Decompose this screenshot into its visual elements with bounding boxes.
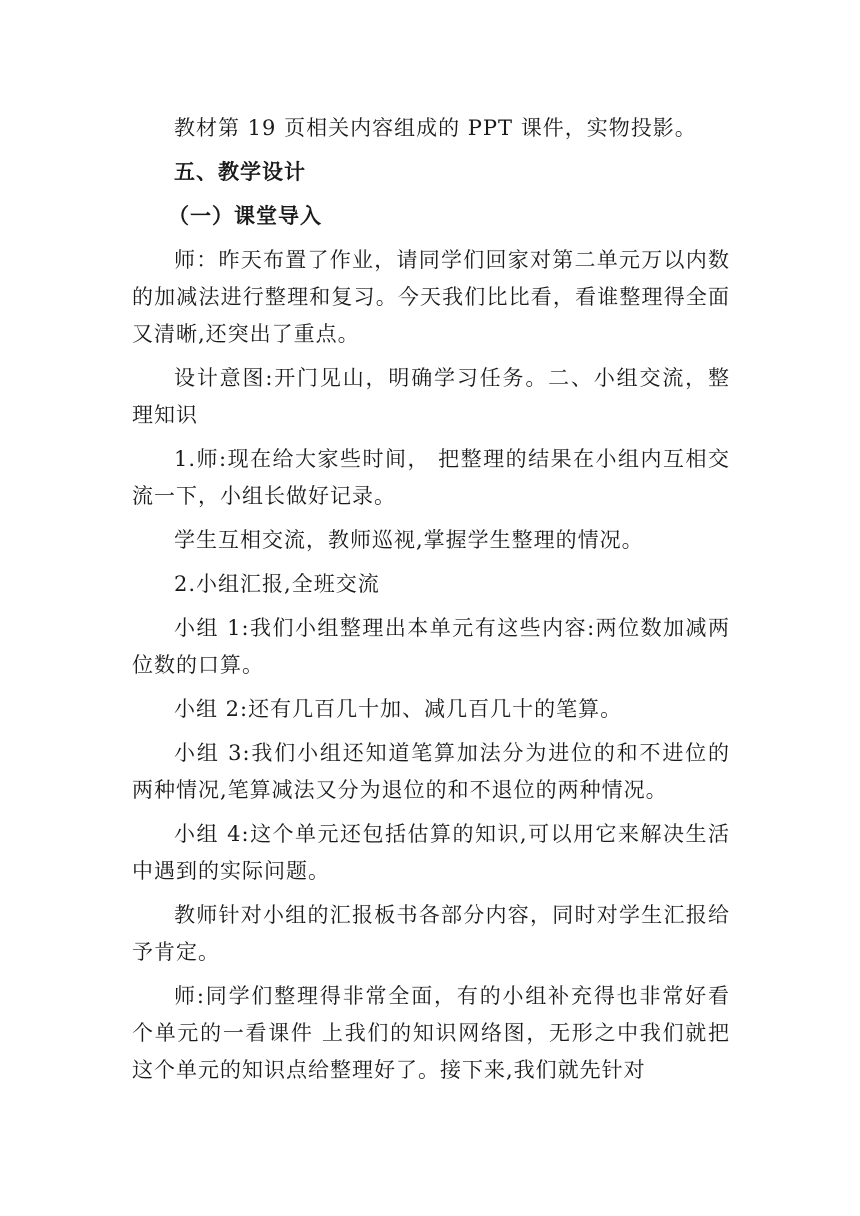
paragraph-group-4: 小组 4:这个单元还包括估算的知识,可以用它来解决生活中遇到的实际问题。 (132, 822, 730, 883)
paragraph-group-1: 小组 1:我们小组整理出本单元有这些内容:两位数加减两位数的口算。 (132, 616, 730, 677)
materials-paragraph: 教材第 19 页相关内容组成的 PPT 课件，实物投影。 (174, 116, 697, 140)
paragraph-step-1: 1.师:现在给大家些时间， 把整理的结果在小组内互相交流一下，小组长做好记录。 (132, 447, 730, 508)
paragraph-students-exchange: 学生互相交流，教师巡视,掌握学生整理的情况。 (174, 528, 644, 552)
paragraph-teacher-summary: 师:同学们整理得非常全面，有的小组补充得也非常好看个单元的一看课件 上我们的知识网络图，无形之中我们就把这个单元的知识点给整理好了。接下来,我们就先针对 (132, 984, 730, 1082)
document-page (132, 110, 730, 1096)
subsection-heading-introduction: （一）课堂导入 (168, 204, 322, 228)
paragraph-group-2: 小组 2:还有几百几十加、减几百几十的笔算。 (174, 697, 623, 721)
paragraph-teacher-intro: 师：昨天布置了作业，请同学们回家对第二单元万以内数的加减法进行整理和复习。今天我们比比看，看谁整理得全面又清晰,还突出了重点。 (132, 248, 730, 346)
paragraph-teacher-board: 教师针对小组的汇报板书各部分内容，同时对学生汇报给予肯定。 (132, 903, 730, 964)
paragraph-step-2: 2.小组汇报,全班交流 (174, 572, 380, 596)
paragraph-group-3: 小组 3:我们小组还知道笔算加法分为进位的和不进位的两种情况,笔算减法又分为退位的和不退位的两种情况。 (132, 741, 730, 802)
paragraph-design-intent: 设计意图:开门见山，明确学习任务。二、小组交流，整理知识 (132, 366, 730, 427)
section-heading-teaching-design: 五、教学设计 (174, 160, 306, 184)
